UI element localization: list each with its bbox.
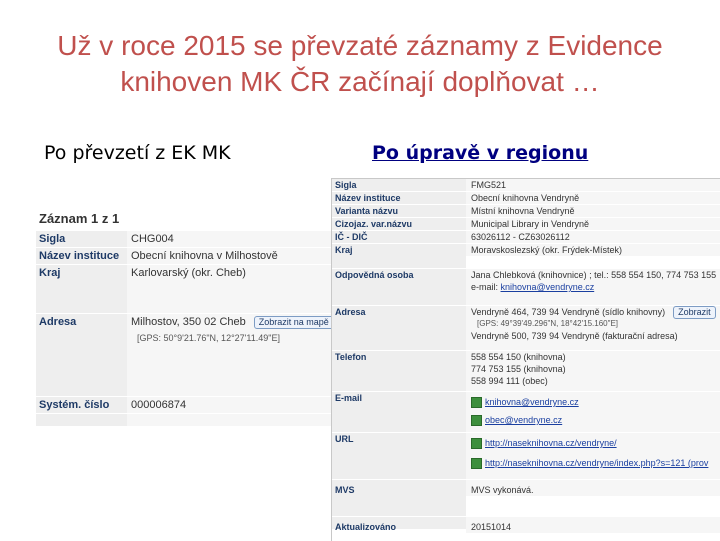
field-value: Municipal Library in Vendryně [466, 218, 720, 230]
table-row [332, 392, 720, 433]
slide-title-line1: Už v roce 2015 se převzaté záznamy z Evidence [57, 30, 663, 61]
field-value: 63026112 - CZ63026112 [466, 231, 720, 243]
table-row [36, 265, 332, 314]
table-row [36, 248, 332, 265]
field-value: Obecní knihovna Vendryně [466, 192, 720, 204]
table-row [332, 351, 720, 392]
empty-cell [36, 414, 127, 426]
email-link[interactable]: knihovna@vendryne.cz [500, 282, 595, 292]
table-row [332, 231, 720, 244]
table-row [332, 218, 720, 231]
url-cell [466, 433, 720, 479]
email-cell [466, 392, 720, 432]
link-icon [471, 438, 482, 449]
table-row [36, 231, 332, 248]
field-value: 558 994 111 (obec) [471, 376, 548, 386]
gps-coordinates: [GPS: 49°39'49.296"N, 18°42'15.160"E] [477, 319, 619, 328]
field-value: 558 554 150 (knihovna) [471, 352, 566, 362]
slide-title [0, 28, 720, 100]
field-label: Odpovědná osoba [332, 269, 466, 305]
field-label: MVS [332, 480, 466, 516]
field-label: Telefon [332, 351, 466, 391]
table-row [332, 480, 720, 517]
address-cell [466, 306, 720, 350]
table-row [332, 244, 720, 269]
field-value: MVS vykonává. [466, 480, 720, 496]
table-row [332, 306, 720, 351]
field-value: CHG004 [127, 231, 332, 247]
field-label: Kraj [332, 244, 466, 268]
field-label: URL [332, 433, 466, 479]
gps-coordinates: [GPS: 50°9'21.76"N, 12°27'11.49"E] [137, 333, 280, 343]
link-icon [471, 458, 482, 469]
table-row [332, 517, 720, 534]
table-row [36, 414, 332, 427]
field-value: Vendryně 500, 739 94 Vendryně (fakturační adresa) [471, 331, 678, 341]
email-link[interactable]: obec@vendryne.cz [485, 415, 563, 425]
field-value: FMG521 [466, 179, 720, 191]
email-link[interactable]: knihovna@vendryne.cz [485, 397, 579, 407]
field-label: Adresa [332, 306, 466, 350]
field-value: Obecní knihovna v Milhostově [127, 248, 332, 264]
phone-cell [466, 351, 720, 391]
table-row [332, 433, 720, 480]
field-label: Název instituce [332, 192, 466, 204]
field-value: Místní knihovna Vendryně [466, 205, 720, 217]
left-heading: Po převzetí z EK MK [44, 142, 231, 164]
right-heading-link[interactable]: Po úpravě v regionu [372, 142, 589, 164]
table-row [332, 192, 720, 205]
table-row [332, 205, 720, 218]
field-label: Sigla [36, 231, 127, 247]
field-label: Adresa [36, 314, 127, 396]
table-row [332, 179, 720, 192]
field-value: 774 753 155 (knihovna) [471, 364, 566, 374]
field-label: Sigla [332, 179, 466, 191]
table-row [36, 314, 332, 397]
field-label: IČ - DIČ [332, 231, 466, 243]
record-header: Záznam 1 z 1 [39, 211, 120, 226]
field-value: Vendryně 464, 739 94 Vendryně (sídlo knihovny) [471, 307, 666, 317]
left-record-table [36, 207, 332, 435]
address-cell [127, 314, 332, 396]
field-label: Systém. číslo [36, 397, 127, 413]
email-icon [471, 415, 482, 426]
table-row [332, 269, 720, 306]
email-line [471, 281, 720, 293]
field-label: Název instituce [36, 248, 127, 264]
field-label: Cizojaz. var.názvu [332, 218, 466, 230]
slide-title-line2: knihoven MK ČR začínají doplňovat … [120, 66, 600, 97]
field-value: 000006874 [127, 397, 332, 413]
field-value: Moravskoslezský (okr. Frýdek-Místek) [466, 244, 720, 256]
right-record-table [331, 178, 720, 541]
field-value: Karlovarský (okr. Cheb) [127, 265, 332, 313]
show-on-map-button[interactable]: Zobrazit [673, 306, 716, 319]
email-icon [471, 397, 482, 408]
field-label: E-mail [332, 392, 466, 432]
table-row [36, 397, 332, 414]
show-on-map-button[interactable]: Zobrazit na mapě [254, 316, 332, 329]
field-label: Kraj [36, 265, 127, 313]
url-link[interactable]: http://naseknihovna.cz/vendryne/ [485, 438, 617, 448]
email-prefix: e-mail: [471, 282, 501, 292]
responsible-person-cell [466, 269, 720, 305]
field-label: Varianta názvu [332, 205, 466, 217]
field-value: Milhostov, 350 02 Cheb [131, 316, 246, 328]
empty-cell [127, 414, 332, 426]
field-label: Aktualizováno [332, 517, 466, 529]
url-link[interactable]: http://naseknihovna.cz/vendryne/index.php?s=121 (prov [485, 458, 709, 468]
field-value: Jana Chlebková (knihovnice) ; tel.: 558 554 150, 774 753 155 [471, 270, 717, 280]
field-value: 20151014 [466, 517, 720, 533]
